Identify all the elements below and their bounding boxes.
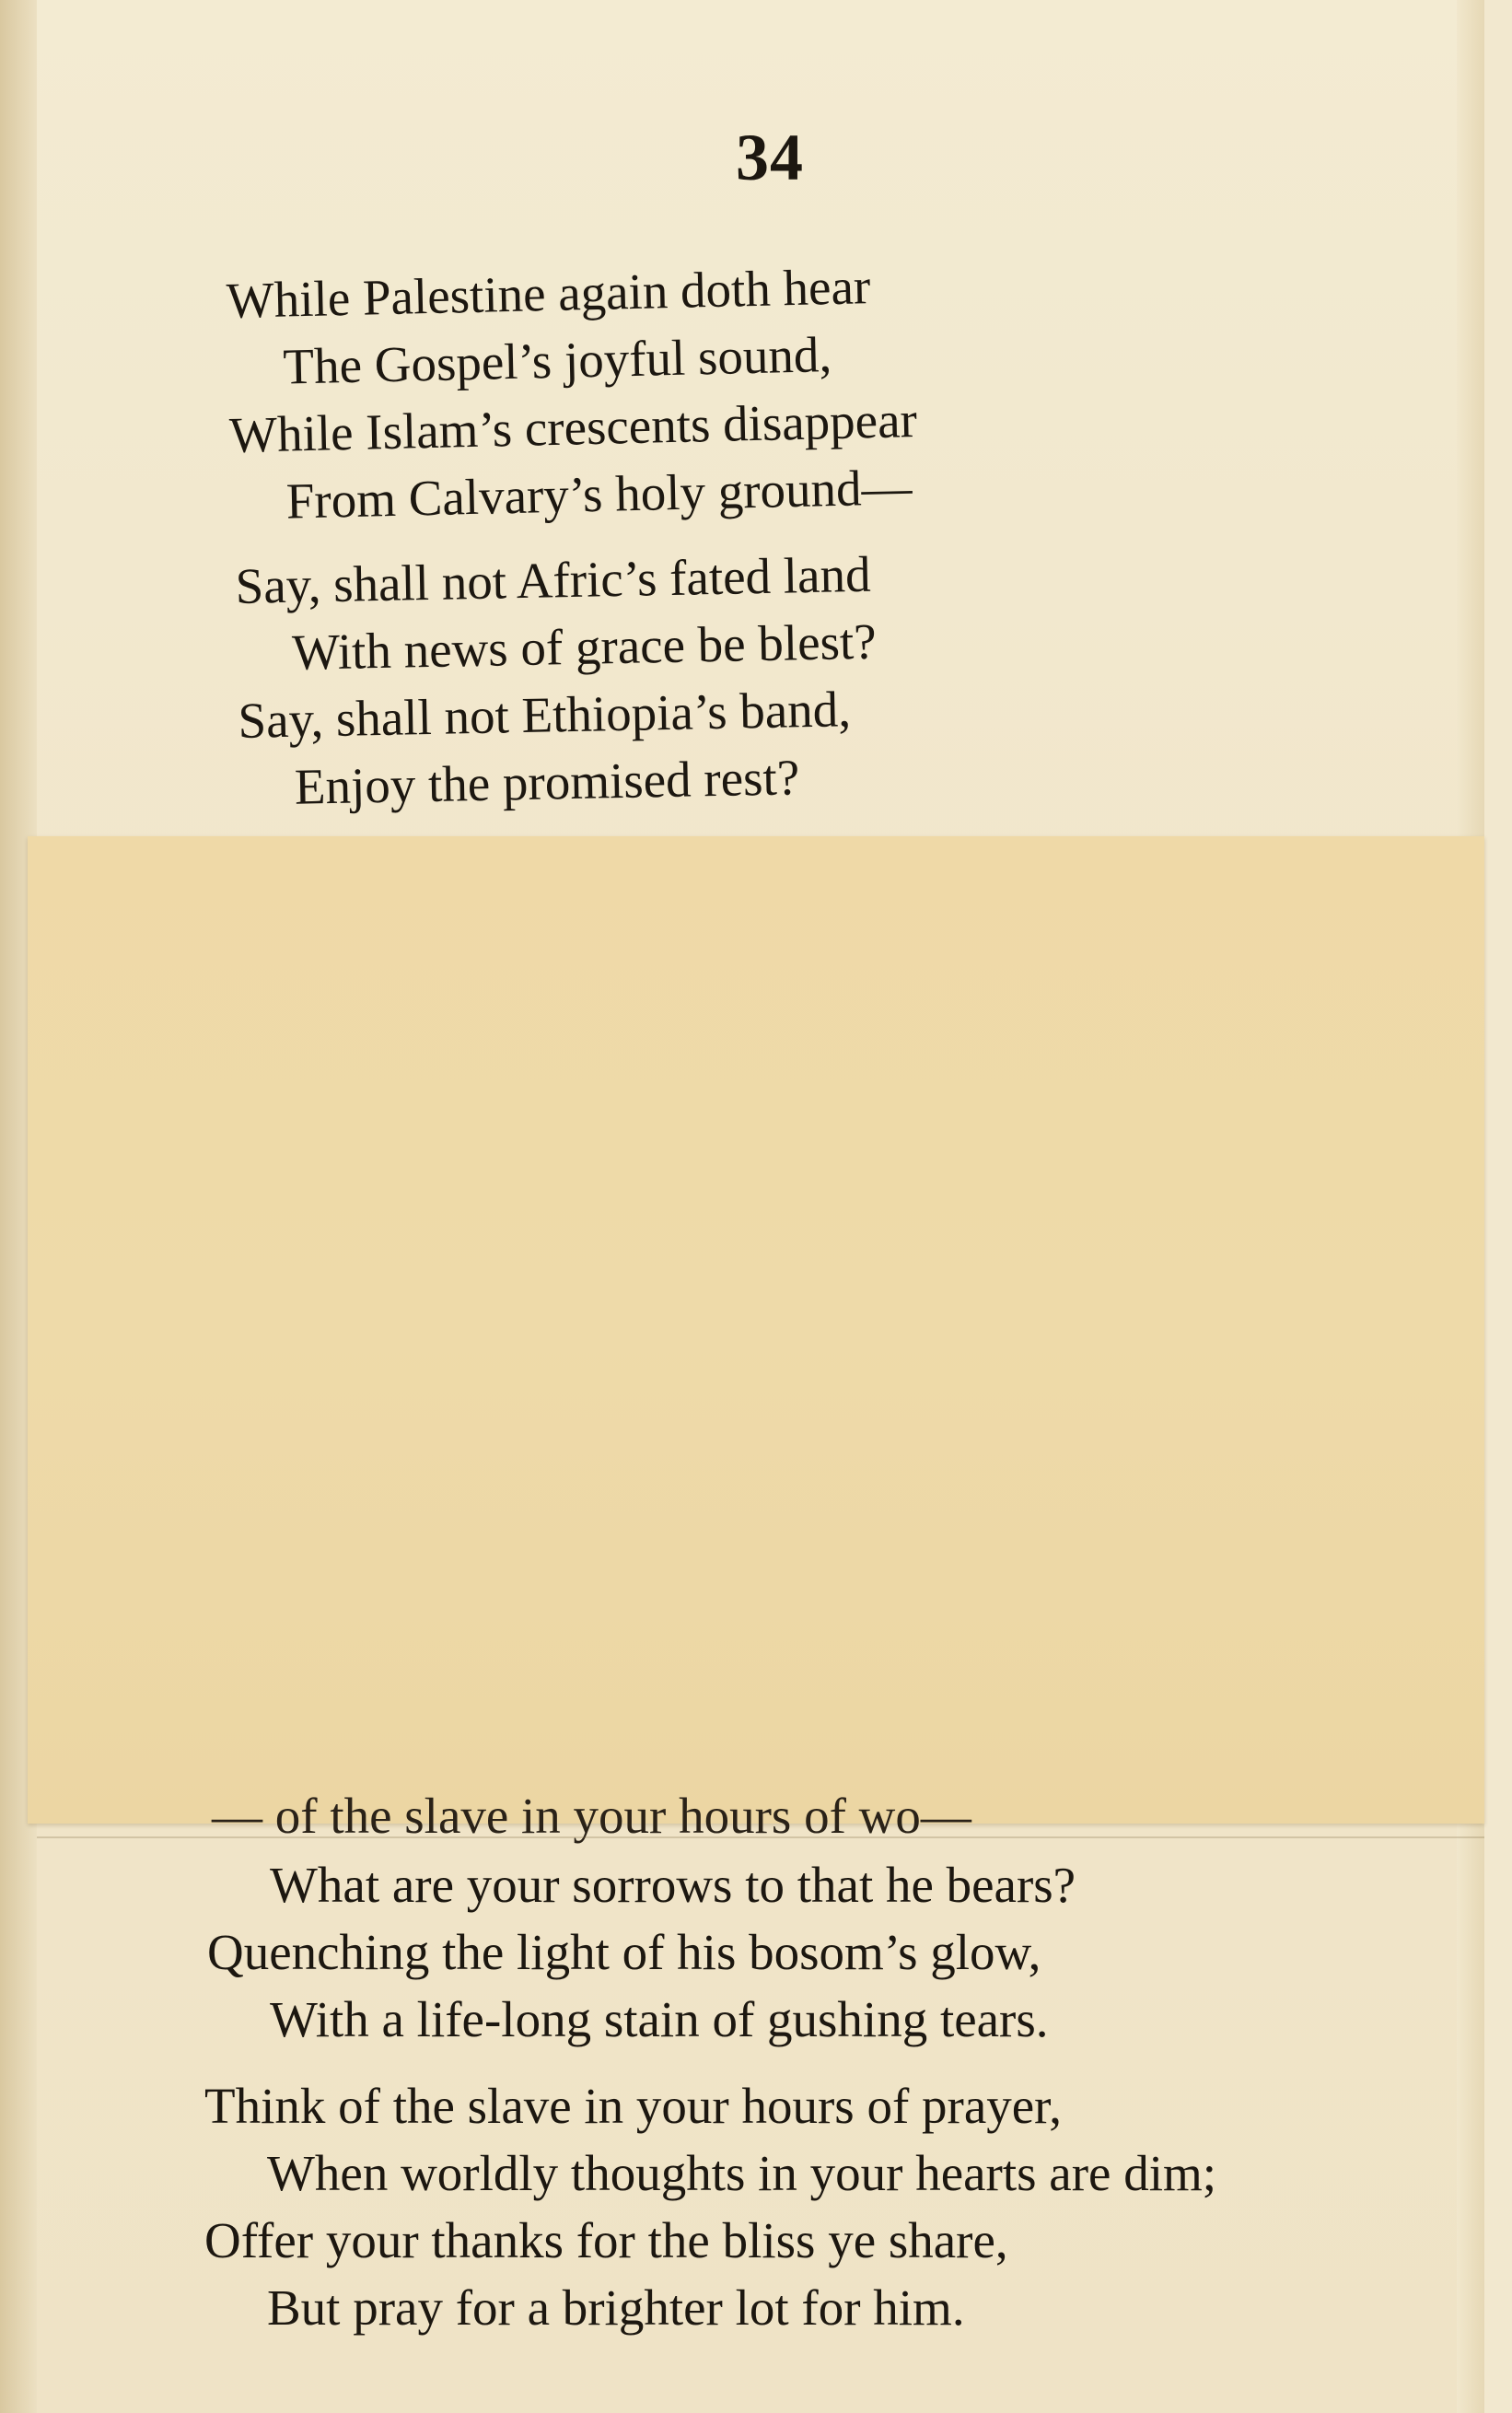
verse-line: But pray for a brighter lot for him.: [267, 2279, 965, 2336]
stanza-2: [235, 541, 879, 822]
verse-line: Quenching the light of his bosom’s glow,: [207, 1924, 1041, 1980]
verse-line: When worldly thoughts in your hearts are dim;: [267, 2145, 1217, 2201]
verse-line: While Islam’s crescents disappear: [228, 391, 918, 463]
stanza-1: [226, 251, 919, 536]
verse-line: While Palestine again doth hear: [226, 258, 871, 329]
paper-fold-line: [37, 1836, 1484, 1838]
verse-line: With news of grace be blest?: [291, 612, 878, 681]
page-number: 34: [736, 121, 804, 194]
verse-line: Say, shall not Afric’s fated land: [235, 545, 872, 614]
stanza-4: [204, 2072, 1216, 2341]
verse-line: With a life-long stain of gushing tears.: [270, 1991, 1049, 2047]
verse-line: Offer your thanks for the bliss ye share,: [204, 2212, 1008, 2268]
verse-line: Think of the slave in your hours of prayer,: [204, 2078, 1063, 2134]
pasted-paper-slip: [28, 836, 1484, 1824]
verse-line: The Gospel’s joyful sound,: [282, 326, 832, 395]
verse-line: Say, shall not Ethiopia’s band,: [237, 681, 852, 749]
verse-line: From Calvary’s holy ground—: [285, 459, 913, 530]
stanza-3: [207, 1851, 1076, 2053]
partially-hidden-text: — of the slave in your hours of wo—: [212, 1788, 971, 1844]
verse-line: What are your sorrows to that he bears?: [270, 1857, 1076, 1913]
verse-line: Enjoy the promised rest?: [294, 749, 800, 815]
